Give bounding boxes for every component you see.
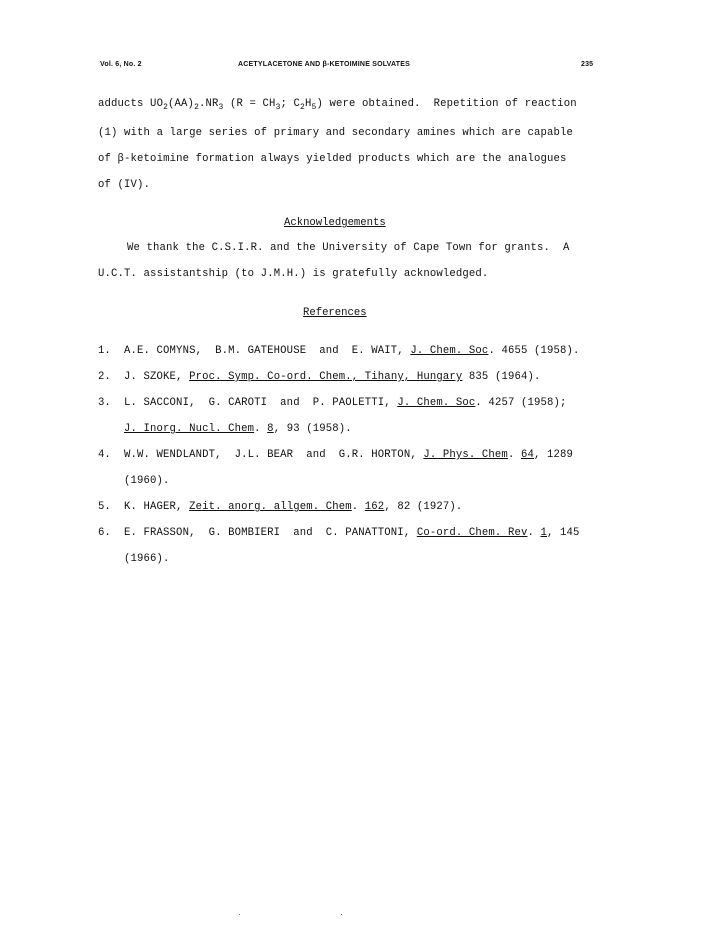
references-heading: References	[303, 307, 367, 319]
reference-number: 5.	[98, 501, 111, 513]
reference-5: K. HAGER, Zeit. anorg. allgem. Chem. 162, 82 (1927).	[124, 501, 463, 513]
reference-4-continuation: (1960).	[124, 475, 170, 487]
reference-number: 2.	[98, 371, 111, 383]
acknowledgements-heading: Acknowledgements	[284, 217, 386, 229]
page-number: 235	[581, 61, 594, 68]
reference-3: L. SACCONI, G. CAROTI and P. PAOLETTI, J. Chem. Soc. 4257 (1958);	[124, 397, 567, 409]
running-header-title: ACETYLACETONE AND β-KETOIMINE SOLVATES	[238, 61, 410, 68]
acknowledgements-line-2: U.C.T. assistantship (to J.M.H.) is gratefully acknowledged.	[98, 268, 489, 280]
reference-4: W.W. WENDLANDT, J.L. BEAR and G.R. HORTON, J. Phys. Chem. 64, 1289	[124, 449, 574, 461]
reference-number: 3.	[98, 397, 111, 409]
reference-6-continuation: (1966).	[124, 553, 170, 565]
acknowledgements-line-1: We thank the C.S.I.R. and the University of Cape Town for grants. A	[127, 242, 570, 254]
scan-speck	[239, 914, 240, 915]
reference-6: E. FRASSON, G. BOMBIERI and C. PANATTONI, Co-ord. Chem. Rev. 1, 145	[124, 527, 580, 539]
reference-number: 6.	[98, 527, 111, 539]
body-line-2: (1) with a large series of primary and secondary amines which are capable	[98, 127, 574, 139]
reference-number: 1.	[98, 345, 111, 357]
reference-number: 4.	[98, 449, 111, 461]
scan-speck	[341, 914, 342, 915]
body-line-4: of (IV).	[98, 179, 151, 191]
running-header-volume: Vol. 6, No. 2	[100, 61, 142, 68]
body-line-3: of β-ketoimine formation always yielded products which are the analogues	[98, 153, 567, 165]
reference-3-continuation: J. Inorg. Nucl. Chem. 8, 93 (1958).	[124, 423, 352, 435]
reference-2: J. SZOKE, Proc. Symp. Co-ord. Chem., Tihany, Hungary 835 (1964).	[124, 371, 541, 383]
reference-1: A.E. COMYNS, B.M. GATEHOUSE and E. WAIT, J. Chem. Soc. 4655 (1958).	[124, 345, 580, 357]
body-line-1: adducts $UO_2(AA)_2.NR_3$ ($R = CH_3$; $C_2H_5$) were obtained. Repetition of reaction	[98, 98, 577, 112]
